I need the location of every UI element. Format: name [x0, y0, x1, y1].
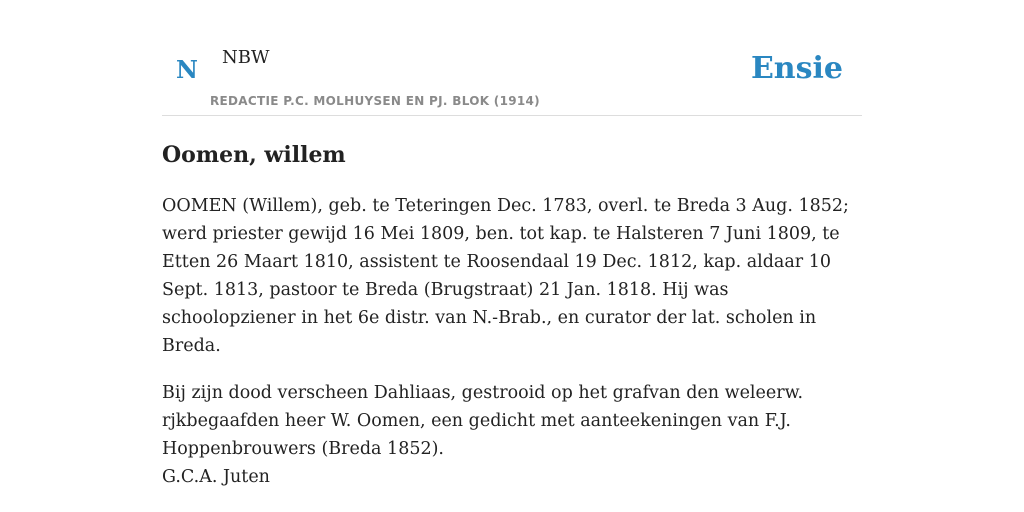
- source-name[interactable]: NBW: [222, 47, 270, 68]
- source-editor: REDACTIE P.C. MOLHUYSEN EN PJ. BLOK (1914): [210, 94, 540, 108]
- article-author: G.C.A. Juten: [162, 467, 270, 487]
- article-paragraph: OOMEN (Willem), geb. te Teteringen Dec. 1783, overl. te Breda 3 Aug. 1852; werd priester gewijd 16 Mei 1809, ben. tot kap. te Halsteren 7 Juni 1809, te Etten 26 Maart 1810, assistent te Roosendaal 19 Dec. 1812, kap. aldaar 10 Sept. 1813, pastoor te Breda (Brugstraat) 21 Jan. 1818. Hij was schoolopziener in het 6e distr. van N.-Brab., en curator der lat. scholen in Breda.: [162, 196, 849, 356]
- article-title: Oomen, willem: [162, 142, 346, 168]
- article-paragraph: Bij zijn dood verscheen Dahliaas, gestrooid op het grafvan den weleerw. rjkbegaafden heer W. Oomen, een gedicht met aanteekeningen van F.J. Hoppenbrouwers (Breda 1852).: [162, 383, 804, 459]
- brand-logo[interactable]: Ensie: [750, 51, 843, 86]
- source-header: [162, 0, 862, 116]
- article-page: [162, 0, 862, 512]
- source-logo[interactable]: N: [176, 55, 198, 84]
- article-body: [162, 192, 862, 482]
